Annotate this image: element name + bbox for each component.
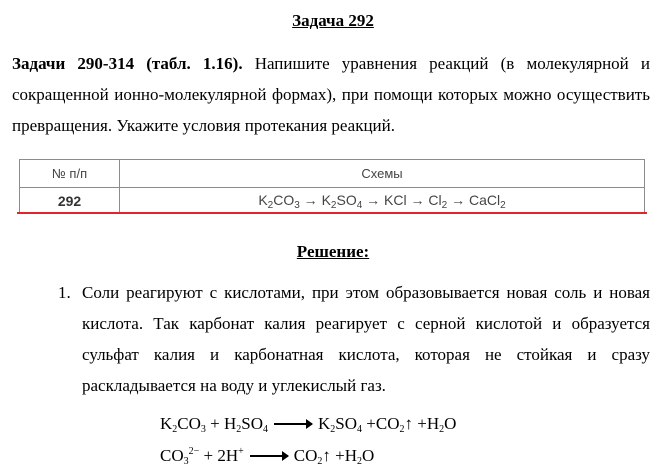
row-scheme — [120, 188, 644, 214]
task-title: Задача 292 — [292, 11, 374, 30]
scheme-formula: $K_2CO_3 \to K_2SO_4$ → KCl → $Cl_2$ → CaCl$_2$ — [258, 191, 506, 211]
ionic-equation: $CO_3^{2-} + 2H^+$ $CO_2↑ +H_2O$ — [160, 446, 375, 467]
task-instructions: Напишите уравнения реакций (в молекулярной и сокращенной ионно-молекулярной формах), при помощи которых можно осуществить превращения. Укажите условия протекания реакций. — [12, 54, 651, 135]
list-item-text: Соли реагируют с кислотами, при этом образовывается новая соль и новая кислота. Так карбонат калия реагирует с серной кислотой и образуется сульфат калия и карбонатная кислота, которая не стойкая и сразу раскладывается на воду и углекислый газ. — [82, 283, 650, 395]
schemes-table — [19, 159, 645, 214]
solution-heading: Решение: — [296, 242, 370, 261]
header-schemes: Схемы — [361, 166, 403, 181]
reaction-arrow-icon — [274, 423, 312, 425]
table-header — [20, 160, 644, 188]
table-row — [20, 188, 644, 214]
task-range-label: Задачи 290-314 (табл. 1.16). — [12, 54, 243, 73]
molecular-equation: $K_2CO_3 + H_2SO_4$ $K_2SO_4$ $+CO_2↑ +H_2O$ — [160, 414, 457, 435]
highlight-underline — [17, 212, 647, 214]
list-item-number: 1. — [58, 283, 71, 302]
row-number: 292 — [20, 188, 120, 214]
header-number: № п/п — [20, 160, 120, 187]
reaction-arrow-icon — [250, 455, 288, 457]
task-statement — [12, 48, 650, 141]
